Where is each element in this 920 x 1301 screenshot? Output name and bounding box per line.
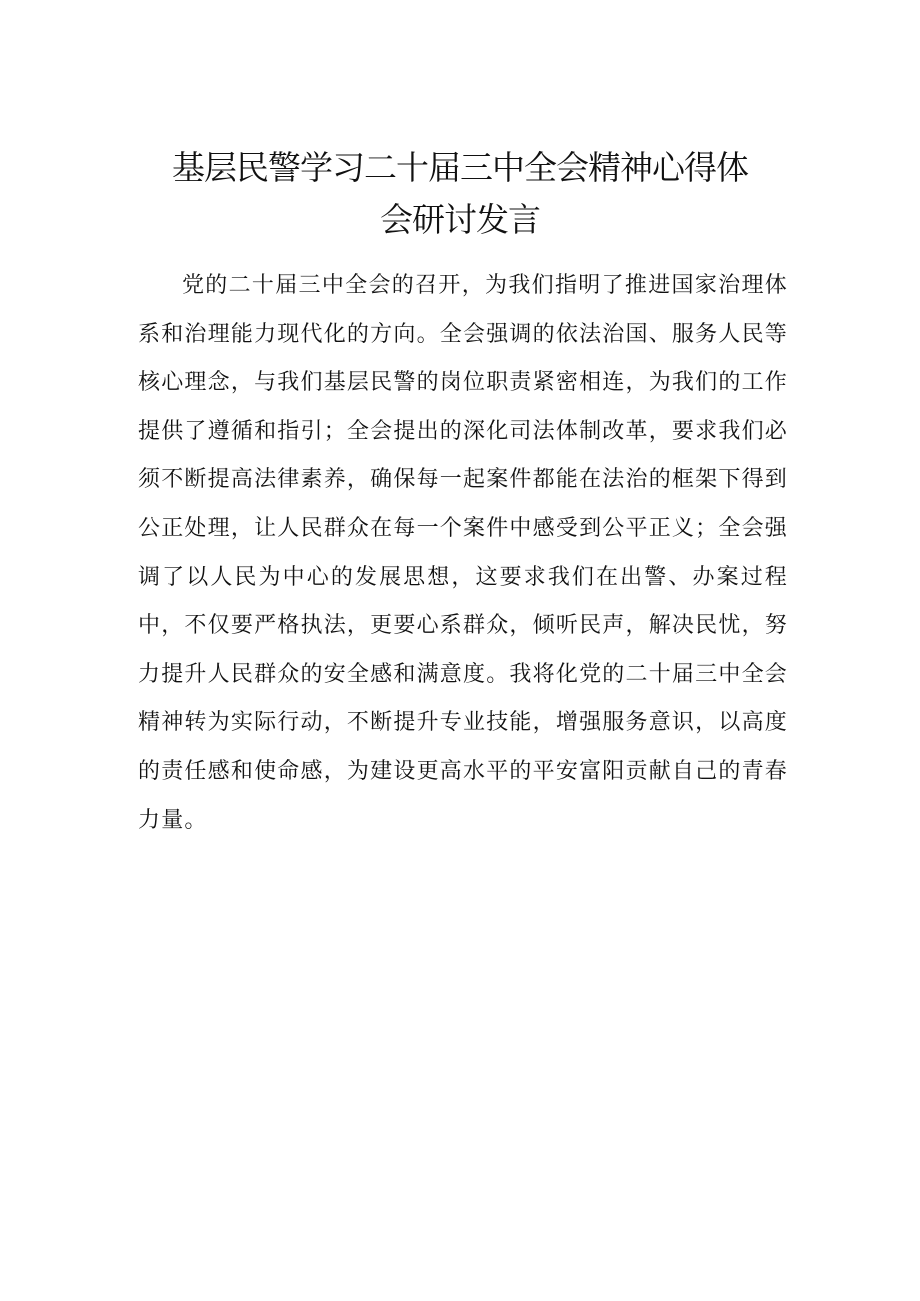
title-line-1: 基层民警学习二十届三中全会精神心得体	[172, 148, 748, 187]
body-paragraph: 党的二十届三中全会的召开，为我们指明了推进国家治理体系和治理能力现代化的方向。全会强调的依法治国、服务人民等核心理念，与我们基层民警的岗位职责紧密相连，为我们的工作提供了遵循和指引；全会提出的深化司法体制改革，要求我们必须不断提高法律素养，确保每一起案件都能在法治的框架下得到公正处理，让人民群众在每一个案件中感受到公平正义；全会强调了以人民为中心的发展思想，这要求我们在出警、办案过程中，不仅要严格执法，更要心系群众，倾听民声，解决民忧，努力提升人民群众的安全感和满意度。我将化党的二十届三中全会精神转为实际行动，不断提升专业技能，增强服务意识，以高度的责任感和使命感，为建设更高水平的平安富阳贡献自己的青春力量。	[138, 273, 788, 833]
title-line-2: 会研讨发言	[380, 200, 540, 239]
document-title	[120, 142, 800, 246]
